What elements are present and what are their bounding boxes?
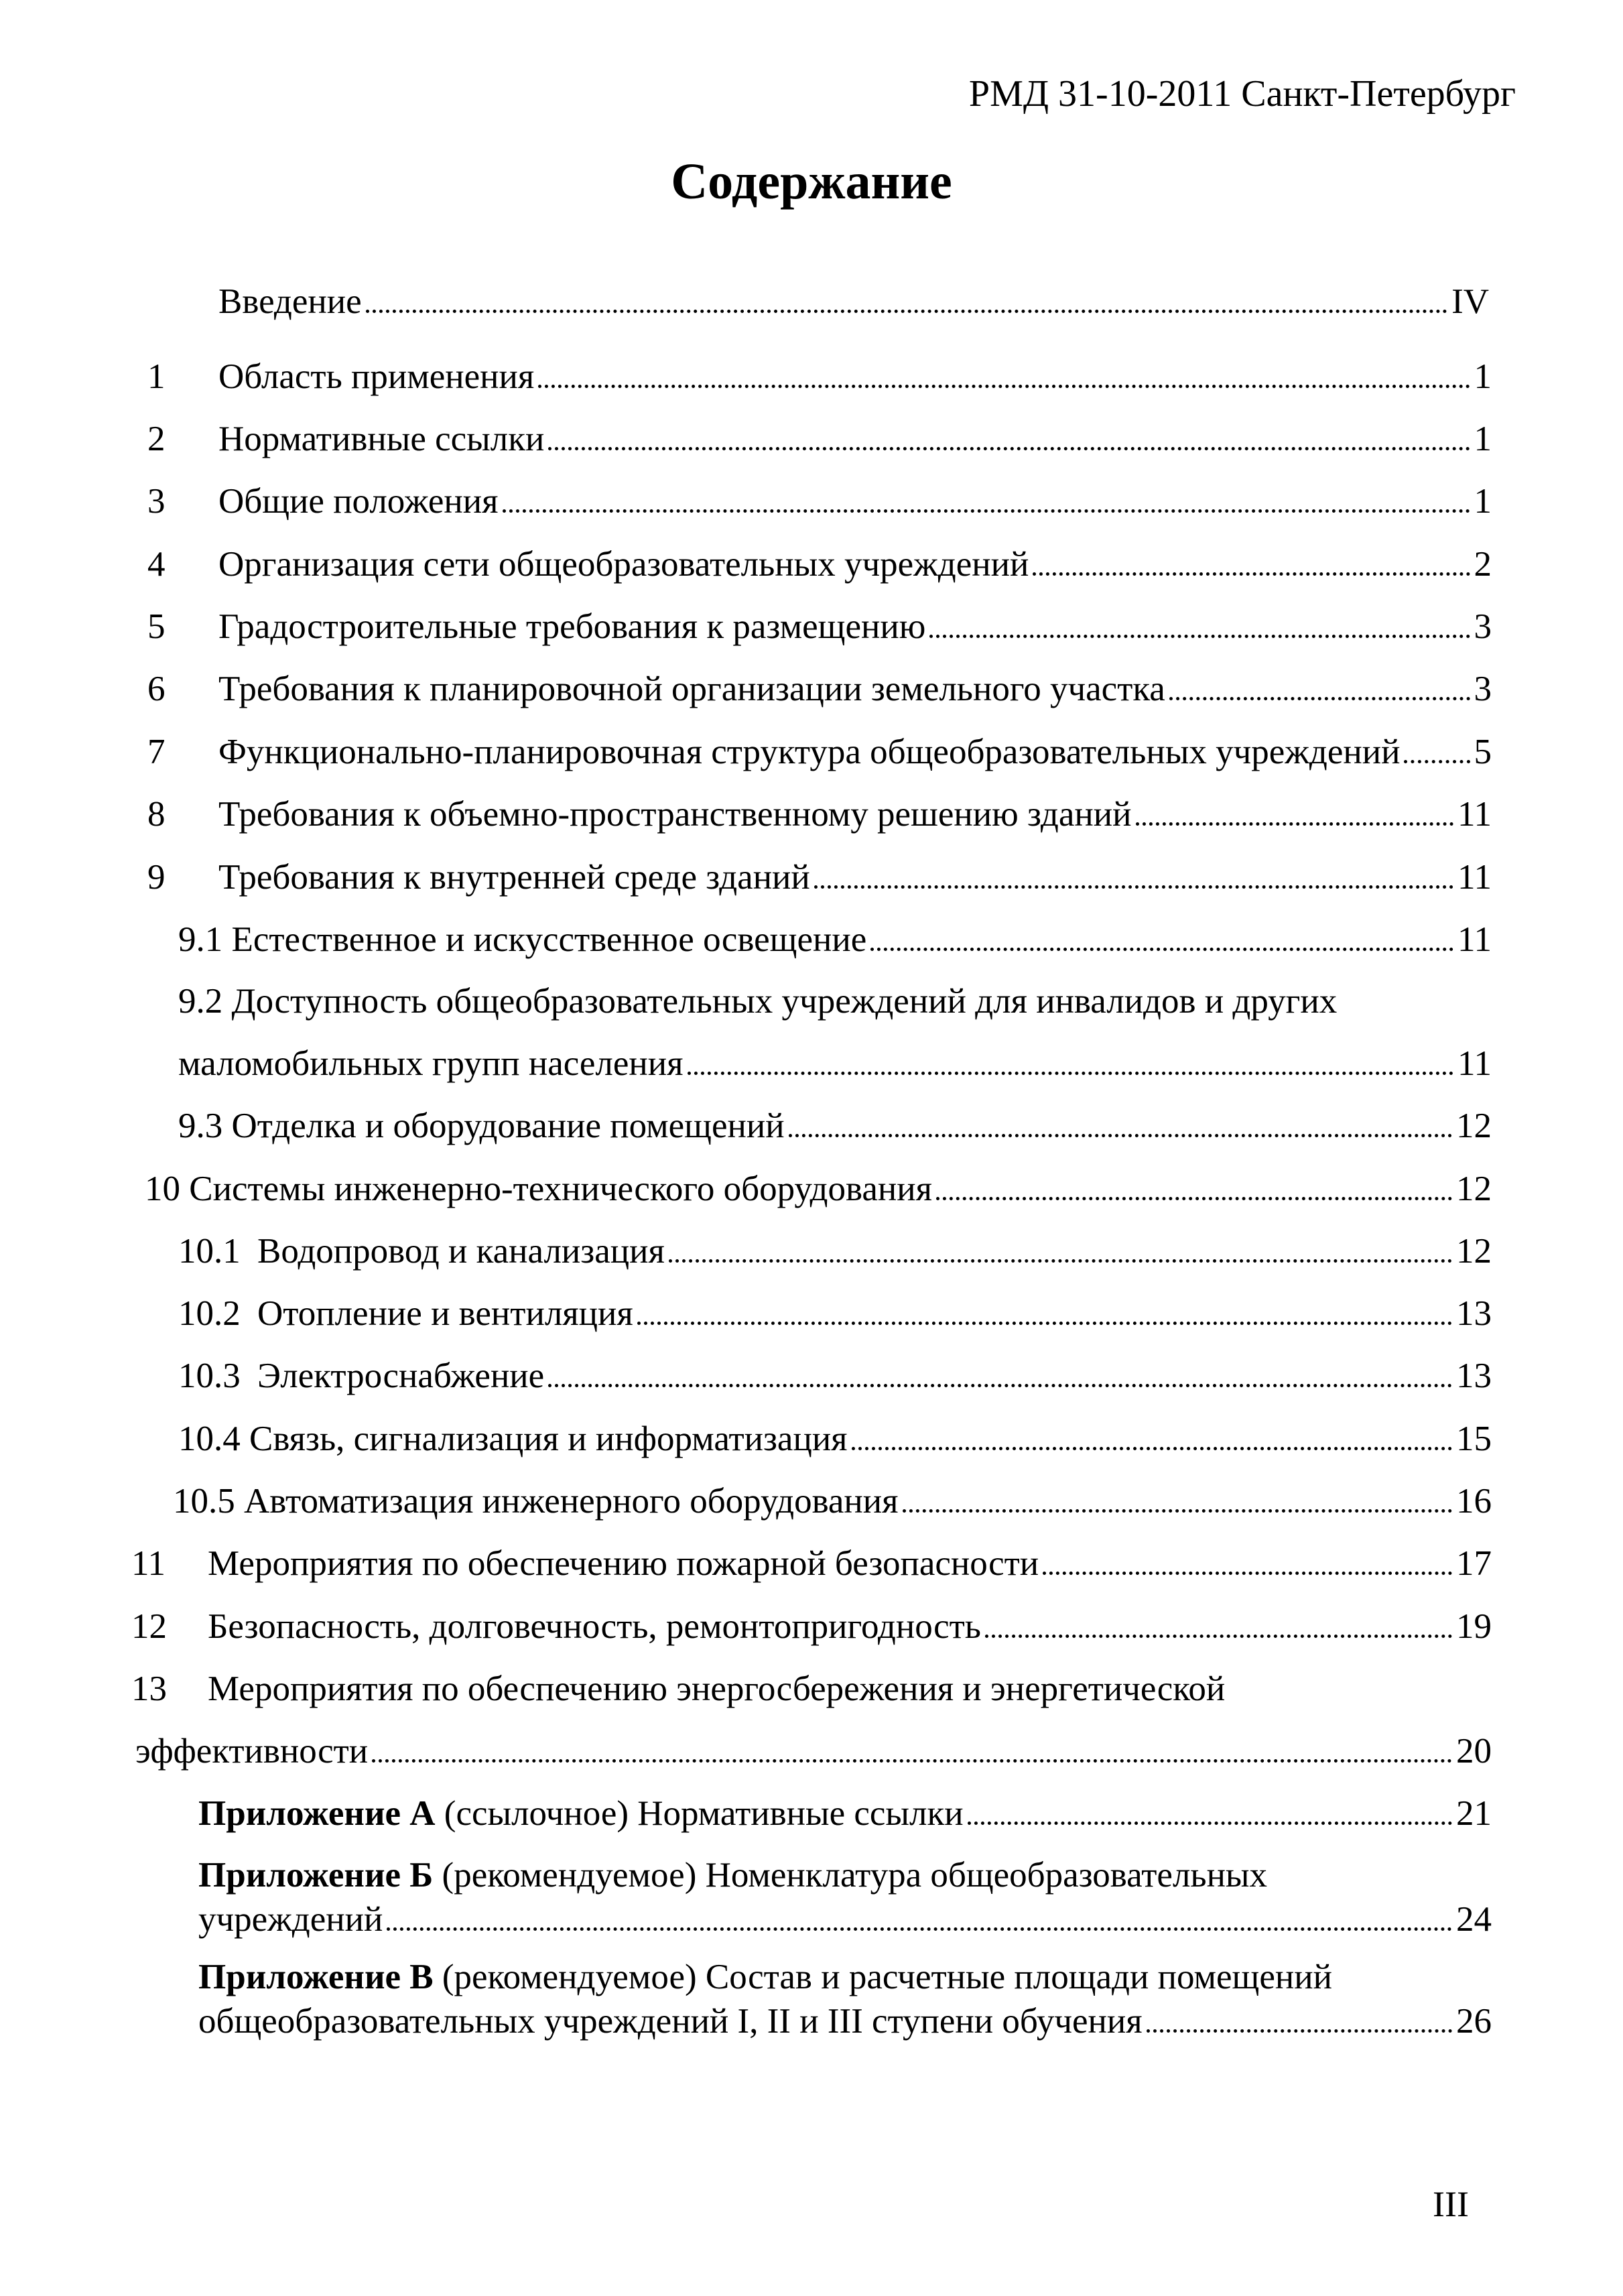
toc-page: 17 — [1456, 1544, 1492, 1583]
toc-page: 5 — [1474, 732, 1492, 771]
toc-label: маломобильных групп населения — [178, 1044, 684, 1083]
toc-page: 16 — [1456, 1482, 1492, 1521]
toc-number: 4 — [147, 545, 166, 584]
toc-label: Функционально-планировочная структура общеобразовательных учреждений — [218, 732, 1401, 771]
leader-dots — [366, 310, 1447, 313]
leader-dots — [852, 1447, 1452, 1450]
leader-dots — [548, 447, 1470, 450]
leader-dots — [637, 1322, 1452, 1325]
toc-entry-10-1[interactable] — [257, 1230, 1492, 1273]
toc-label: Градостроительные требования к размещению — [218, 607, 926, 646]
toc-label: Требования к внутренней среде зданий — [218, 858, 810, 897]
leader-dots — [538, 385, 1470, 388]
toc-page: 3 — [1474, 607, 1492, 646]
toc-page: 1 — [1474, 482, 1492, 521]
leader-dots — [1169, 697, 1470, 700]
toc-entry-4[interactable] — [218, 543, 1492, 586]
toc-number: 10.3 — [178, 1356, 241, 1395]
toc-entry-3[interactable] — [218, 480, 1492, 523]
toc-label: Организация сети общеобразовательных учреждений — [218, 545, 1029, 584]
toc-number: 10.1 — [178, 1232, 241, 1271]
toc-number: 1 — [147, 357, 166, 396]
toc-page: 12 — [1456, 1232, 1492, 1271]
toc-page: 12 — [1456, 1169, 1492, 1208]
toc-label: Требования к объемно-пространственному решению зданий — [218, 795, 1132, 834]
toc-page: 11 — [1457, 795, 1492, 834]
toc-page: 20 — [1456, 1732, 1492, 1771]
toc-label: Общие положения — [218, 482, 499, 521]
leader-dots — [1404, 760, 1470, 763]
toc-label: 10 Системы инженерно-технического оборудования — [145, 1169, 932, 1208]
appendix-title: Приложение А — [198, 1794, 436, 1833]
toc-label: Отопление и вентиляция — [257, 1294, 633, 1333]
leader-dots — [1136, 822, 1453, 826]
appendix-title: Приложение В — [198, 1958, 434, 1996]
leader-dots — [968, 1822, 1452, 1825]
toc-page: 24 — [1456, 1900, 1492, 1939]
toc-page: 1 — [1474, 420, 1492, 458]
leader-dots — [903, 1509, 1452, 1513]
toc-page: 11 — [1457, 858, 1492, 897]
toc-entry-9-3[interactable] — [178, 1104, 1492, 1147]
toc-entry-10-5[interactable] — [173, 1480, 1492, 1523]
appendix-title: Приложение Б — [198, 1856, 434, 1895]
toc-entry-7[interactable] — [218, 730, 1492, 773]
toc-entry-appendix-b[interactable] — [198, 1898, 1492, 1941]
toc-page: 11 — [1457, 1044, 1492, 1083]
leader-dots — [1043, 1572, 1452, 1575]
toc-label: Введение — [218, 282, 362, 321]
toc-number: 3 — [147, 482, 166, 521]
toc-label: эффективности — [135, 1732, 369, 1771]
page-title: Содержание — [671, 153, 952, 210]
toc-page: 1 — [1474, 357, 1492, 396]
toc-entry-6[interactable] — [218, 667, 1492, 710]
toc-page: 15 — [1456, 1419, 1492, 1458]
toc-number: 12 — [131, 1607, 167, 1646]
toc-label: 10.5 Автоматизация инженерного оборудования — [173, 1482, 899, 1521]
toc-label: Мероприятия по обеспечению пожарной безопасности — [208, 1544, 1039, 1583]
toc-page: 13 — [1456, 1294, 1492, 1333]
leader-dots — [548, 1384, 1452, 1387]
toc-label: учреждений — [198, 1900, 383, 1939]
page-number: III — [1433, 2184, 1469, 2224]
toc-page: 21 — [1456, 1794, 1492, 1833]
leader-dots — [503, 509, 1470, 513]
toc-entry-10-4[interactable] — [178, 1417, 1492, 1460]
toc-number: 13 — [131, 1669, 167, 1708]
toc-page: IV — [1451, 282, 1489, 321]
toc-page: 26 — [1456, 2002, 1492, 2041]
toc-number: 9 — [147, 858, 166, 897]
leader-dots — [936, 1197, 1452, 1200]
toc-entry-11[interactable] — [208, 1542, 1492, 1585]
toc-entry-8[interactable] — [218, 793, 1492, 836]
toc-label: Нормативные ссылки — [218, 420, 545, 458]
leader-dots — [372, 1759, 1452, 1763]
toc-label: 9.3 Отделка и оборудование помещений — [178, 1106, 785, 1145]
toc-page: 12 — [1456, 1106, 1492, 1145]
toc-number: 2 — [147, 420, 166, 458]
toc-label: 9.1 Естественное и искусственное освещение — [178, 920, 867, 959]
toc-entry-9-2[interactable] — [178, 1042, 1492, 1085]
toc-entry-12[interactable] — [208, 1605, 1492, 1648]
toc-entry-appendix-b-line1[interactable] — [198, 1854, 1267, 1897]
toc-entry-appendix-c[interactable] — [198, 2000, 1492, 2043]
toc-page: 3 — [1474, 669, 1492, 708]
toc-entry-10-2[interactable] — [257, 1292, 1492, 1335]
leader-dots — [1033, 572, 1470, 576]
appendix-label — [198, 1792, 964, 1835]
toc-page: 19 — [1456, 1607, 1492, 1646]
toc-label: (рекомендуемое) Состав и расчетные площади помещений — [433, 1958, 1332, 1996]
toc-entry-intro[interactable] — [218, 280, 1489, 323]
toc-entry-10-3[interactable] — [257, 1354, 1492, 1397]
toc-label: общеобразовательных учреждений I, II и III ступени обучения — [198, 2002, 1143, 2041]
toc-entry-2[interactable] — [218, 418, 1492, 460]
toc-page: 13 — [1456, 1356, 1492, 1395]
toc-page: 11 — [1457, 920, 1492, 959]
toc-label: 10.4 Связь, сигнализация и информатизация — [178, 1419, 848, 1458]
leader-dots — [929, 635, 1470, 638]
toc-label: Водопровод и канализация — [257, 1232, 665, 1271]
leader-dots — [789, 1134, 1452, 1137]
leader-dots — [870, 948, 1453, 951]
toc-entry-10[interactable] — [145, 1167, 1492, 1210]
leader-dots — [985, 1635, 1452, 1638]
toc-number: 11 — [131, 1544, 166, 1583]
toc-entry-appendix-c-line1[interactable] — [198, 1956, 1332, 1998]
toc-label: (рекомендуемое) Номенклатура общеобразовательных — [433, 1856, 1268, 1895]
toc-label: Безопасность, долговечность, ремонтопригодность — [208, 1607, 981, 1646]
toc-label: Требования к планировочной организации земельного участка — [218, 669, 1165, 708]
leader-dots — [814, 885, 1453, 889]
toc-number: 10.2 — [178, 1294, 241, 1333]
toc-entry-13[interactable] — [135, 1730, 1492, 1773]
leader-dots — [387, 1927, 1452, 1931]
toc-label: Область применения — [218, 357, 535, 396]
toc-number: 6 — [147, 669, 166, 708]
toc-entry-9-2-line1[interactable]: 9.2 Доступность общеобразовательных учреждений для инвалидов и других — [178, 982, 1338, 1021]
toc-entry-9[interactable] — [218, 856, 1492, 899]
leader-dots — [688, 1072, 1453, 1075]
toc-entry-5[interactable] — [218, 605, 1492, 648]
toc-entry-13-line1[interactable]: Мероприятия по обеспечению энергосбережения и энергетической — [208, 1669, 1226, 1708]
document-code-header: РМД 31-10-2011 Санкт-Петербург — [968, 73, 1516, 115]
toc-number: 5 — [147, 607, 166, 646]
leader-dots — [1147, 2029, 1452, 2033]
toc-label: Электроснабжение — [257, 1356, 545, 1395]
toc-entry-1[interactable] — [218, 355, 1492, 398]
toc-number: 8 — [147, 795, 166, 834]
toc-entry-appendix-a[interactable] — [198, 1792, 1492, 1835]
toc-page: 2 — [1474, 545, 1492, 584]
leader-dots — [669, 1259, 1452, 1263]
toc-entry-9-1[interactable] — [178, 918, 1492, 961]
toc-number: 7 — [147, 732, 166, 771]
toc-label: (ссылочное) Нормативные ссылки — [435, 1794, 964, 1833]
